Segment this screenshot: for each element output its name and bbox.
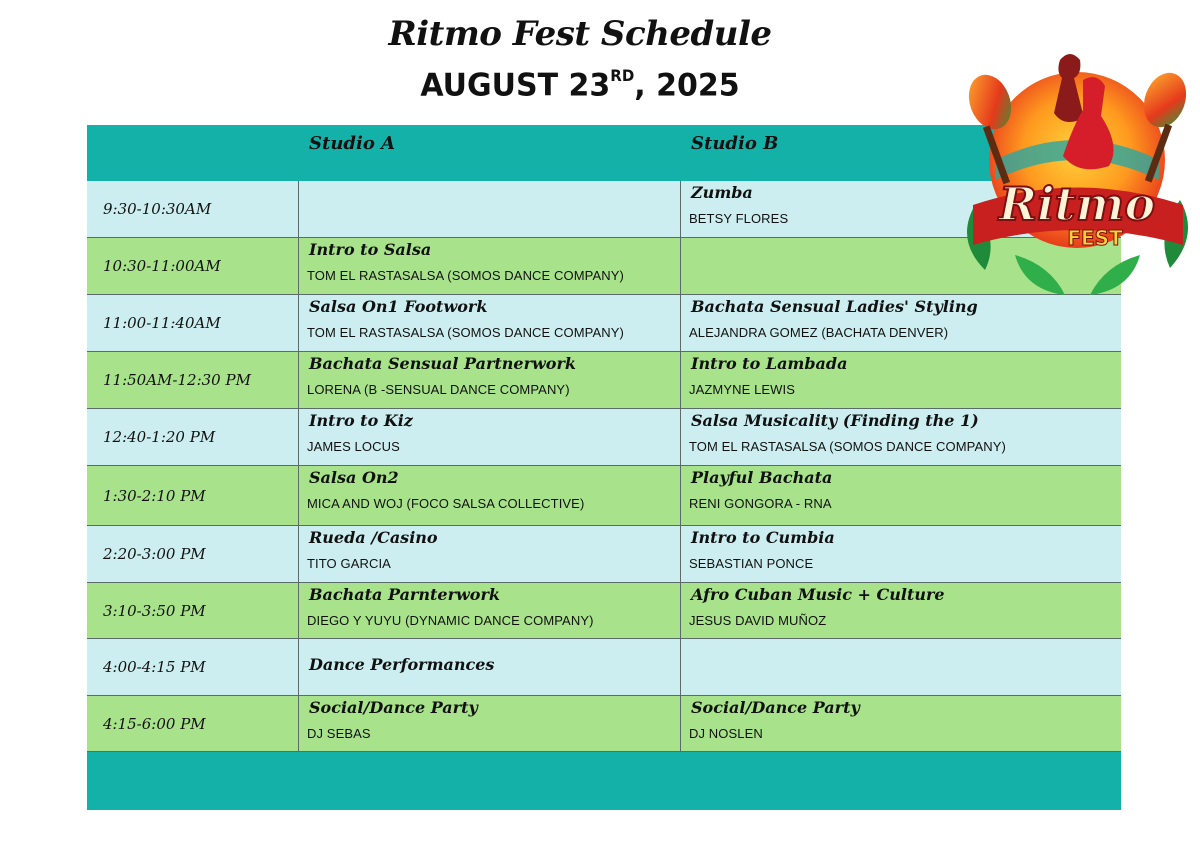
date-suffix: RD	[610, 66, 635, 85]
studio-a-cell	[299, 696, 681, 751]
time-label: 4:15-6:00 PM	[103, 714, 206, 733]
table-row	[87, 352, 1121, 409]
table-row	[87, 526, 1121, 583]
table-footer-band	[87, 752, 1121, 810]
table-row	[87, 583, 1121, 639]
class-name: Salsa On1 Footwork	[309, 297, 488, 316]
time-cell	[87, 409, 299, 465]
class-name: Dance Performances	[309, 655, 495, 674]
instructor-name: DJ SEBAS	[307, 726, 371, 741]
studio-b-cell	[681, 526, 1121, 582]
table-row	[87, 409, 1121, 466]
time-label: 12:40-1:20 PM	[103, 428, 216, 446]
studio-a-cell	[299, 352, 681, 408]
class-name: Salsa Musicality (Finding the 1)	[691, 411, 979, 430]
time-cell	[87, 526, 299, 582]
table-row	[87, 696, 1121, 752]
class-name: Bachata Parnterwork	[309, 585, 500, 604]
class-name: Intro to Cumbia	[691, 528, 835, 547]
class-name: Intro to Kiz	[309, 411, 413, 430]
logo-wordmark: Ritmo	[998, 177, 1156, 231]
studio-a-cell	[299, 526, 681, 582]
instructor-name: TITO GARCIA	[307, 556, 391, 571]
studio-a-header: Studio A	[309, 133, 396, 154]
time-label: 2:20-3:00 PM	[103, 545, 206, 563]
class-name: Social/Dance Party	[309, 698, 478, 717]
class-name: Salsa On2	[309, 468, 399, 487]
time-cell	[87, 583, 299, 638]
instructor-name: DIEGO Y YUYU (DYNAMIC DANCE COMPANY)	[307, 613, 594, 628]
studio-a-cell	[299, 409, 681, 465]
class-name: Bachata Sensual Partnerwork	[309, 354, 576, 373]
class-name: Intro to Salsa	[309, 240, 432, 259]
class-name: Social/Dance Party	[691, 698, 860, 717]
time-label: 11:50AM-12:30 PM	[103, 371, 251, 389]
studio-a-cell	[299, 238, 681, 294]
time-cell	[87, 181, 299, 237]
time-cell	[87, 238, 299, 294]
instructor-name: SEBASTIAN PONCE	[689, 556, 814, 571]
instructor-name: LORENA (B -SENSUAL DANCE COMPANY)	[307, 382, 570, 397]
logo-subword: FEST	[1067, 226, 1123, 250]
time-label: 11:00-11:40AM	[103, 314, 221, 332]
studio-b-cell	[681, 352, 1121, 408]
studio-b-header: Studio B	[691, 133, 779, 154]
studio-b-cell	[681, 409, 1121, 465]
instructor-name: BETSY FLORES	[689, 211, 789, 226]
page-title: Ritmo Fest Schedule	[388, 14, 772, 54]
time-label: 4:00-4:15 PM	[103, 658, 206, 676]
ritmo-fest-logo	[955, 40, 1200, 305]
time-cell	[87, 696, 299, 751]
studio-b-cell	[681, 696, 1121, 751]
instructor-name: MICA AND WOJ (FOCO SALSA COLLECTIVE)	[307, 496, 585, 511]
studio-a-cell	[299, 639, 681, 695]
time-label: 10:30-11:00AM	[103, 257, 221, 275]
instructor-name: DJ NOSLEN	[689, 726, 763, 741]
time-label: 3:10-3:50 PM	[103, 601, 206, 620]
studio-a-cell	[299, 583, 681, 638]
date-year: , 2025	[634, 67, 740, 104]
time-cell	[87, 352, 299, 408]
studio-a-cell	[299, 466, 681, 525]
instructor-name: TOM EL RASTASALSA (SOMOS DANCE COMPANY)	[689, 439, 1006, 454]
table-row	[87, 466, 1121, 526]
instructor-name: ALEJANDRA GOMEZ (BACHATA DENVER)	[689, 325, 949, 340]
class-name: Intro to Lambada	[691, 354, 848, 373]
studio-b-cell	[681, 583, 1121, 638]
studio-a-cell	[299, 181, 681, 237]
instructor-name: TOM EL RASTASALSA (SOMOS DANCE COMPANY)	[307, 268, 624, 283]
studio-b-cell	[681, 639, 1121, 695]
instructor-name: JESUS DAVID MUÑOZ	[689, 613, 827, 628]
class-name: Rueda /Casino	[309, 528, 438, 547]
instructor-name: JAZMYNE LEWIS	[689, 382, 796, 397]
time-cell	[87, 295, 299, 351]
studio-b-cell	[681, 466, 1121, 525]
instructor-name: RENI GONGORA - RNA	[689, 496, 832, 511]
instructor-name: JAMES LOCUS	[307, 439, 400, 454]
time-cell	[87, 466, 299, 525]
date-main: AUGUST 23	[420, 67, 611, 104]
class-name: Playful Bachata	[691, 468, 833, 487]
time-label: 9:30-10:30AM	[103, 200, 212, 218]
instructor-name: TOM EL RASTASALSA (SOMOS DANCE COMPANY)	[307, 325, 624, 340]
time-cell	[87, 639, 299, 695]
table-row	[87, 639, 1121, 696]
class-name: Afro Cuban Music + Culture	[691, 585, 945, 604]
studio-a-cell	[299, 295, 681, 351]
class-name: Bachata Sensual Ladies' Styling	[691, 297, 978, 316]
class-name: Zumba	[691, 183, 753, 202]
time-label: 1:30-2:10 PM	[103, 486, 206, 505]
